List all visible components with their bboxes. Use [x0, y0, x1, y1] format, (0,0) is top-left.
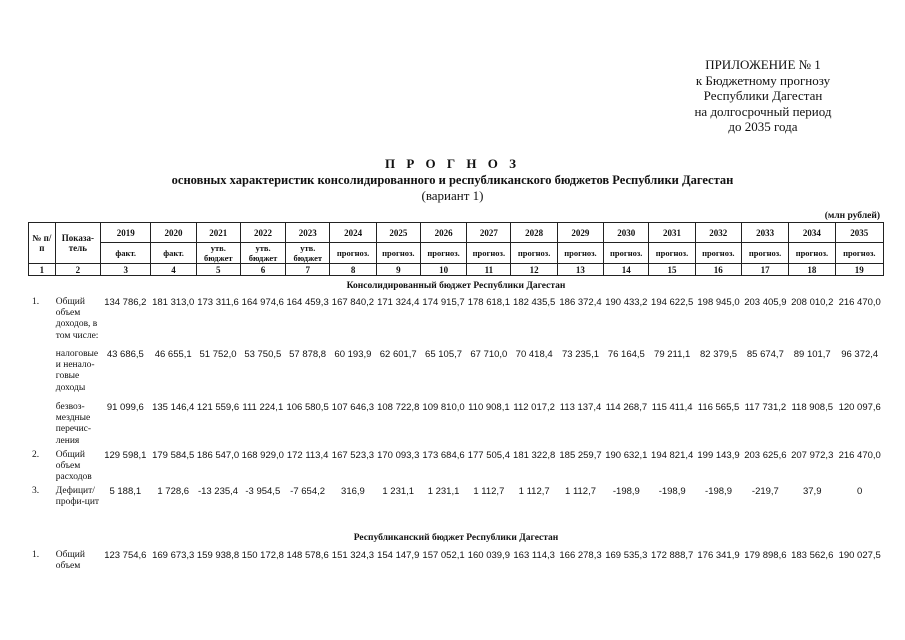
value-cell: 190 027,5 [838, 550, 881, 561]
column-number: 14 [604, 264, 649, 276]
header-year: 2032 [695, 223, 741, 243]
value-cell: 1 231,1 [382, 486, 415, 497]
header-kind: прогноз. [557, 243, 603, 264]
value-cell: 169 673,3 [152, 550, 195, 561]
value-cell: 186 372,4 [559, 297, 602, 308]
header-kind: прогноз. [695, 243, 741, 264]
header-year: 2021 [196, 223, 240, 243]
value-cell: 167 840,2 [331, 297, 375, 308]
header-year: 2027 [467, 223, 511, 243]
section-title: Республиканский бюджет Республики Дагестан [353, 533, 559, 543]
table-row [28, 402, 884, 447]
column-number: 16 [695, 264, 741, 276]
header-year: 2031 [649, 223, 695, 243]
value-cell: 134 786,2 [104, 297, 147, 308]
value-cell: 1 728,6 [157, 486, 190, 497]
value-cell: 194 622,5 [651, 297, 694, 308]
value-cell: 5 188,1 [109, 486, 142, 497]
value-cell: 199 143,9 [697, 450, 740, 461]
value-cell: 148 578,6 [286, 550, 329, 561]
header-year: 2023 [286, 223, 330, 243]
value-cell: 89 101,7 [793, 349, 831, 360]
value-cell: 168 929,0 [241, 450, 284, 461]
value-cell: -198,9 [705, 486, 732, 497]
row-number [28, 349, 55, 394]
value-cell: 203 405,9 [744, 297, 787, 308]
value-cell: 117 731,2 [744, 402, 787, 413]
row-label: Дефицит/ профи-цит [55, 486, 100, 508]
value-cell: 79 211,1 [654, 349, 691, 360]
value-cell: 181 313,0 [152, 297, 195, 308]
table-row [28, 486, 884, 508]
appendix-line: до 2035 года [728, 119, 798, 134]
value-cell: 178 618,1 [467, 297, 510, 308]
value-cell: 111 224,1 [242, 402, 284, 413]
value-cell: -198,9 [612, 486, 640, 497]
value-cell: 173 311,6 [197, 297, 239, 308]
column-number: 9 [376, 264, 420, 276]
row-label: Общий объем [55, 550, 85, 572]
header-kind: прогноз. [420, 243, 466, 264]
column-number: 7 [286, 264, 330, 276]
title-subtitle: основных характеристик консолидированного и республиканского бюджетов Республики Дагестан [171, 173, 734, 187]
header-year: 2024 [330, 223, 376, 243]
value-cell: 216 470,0 [838, 297, 881, 308]
header-year: 2020 [151, 223, 196, 243]
header-kind: прогноз. [789, 243, 835, 264]
column-number: 5 [196, 264, 240, 276]
value-cell: 70 418,4 [515, 349, 553, 360]
value-cell: 108 722,8 [377, 402, 420, 413]
header-no: № п/п [29, 223, 56, 264]
value-cell: 43 686,5 [106, 349, 144, 360]
value-cell: 67 710,0 [470, 349, 508, 360]
row-number: 1. [32, 297, 40, 307]
value-cell: 169 535,3 [605, 550, 648, 561]
header-kind: прогноз. [741, 243, 788, 264]
header-year: 2019 [101, 223, 151, 243]
column-number: 12 [511, 264, 557, 276]
column-number: 8 [330, 264, 376, 276]
title-variant: (вариант 1) [421, 188, 484, 203]
header-kind: прогноз. [835, 243, 883, 264]
value-cell: 37,9 [802, 486, 822, 497]
row-label: налоговые и ненало-говые доходы [55, 349, 99, 393]
value-cell: 164 974,6 [241, 297, 284, 308]
value-cell: -3 954,5 [245, 486, 281, 497]
header-kind: прогноз. [511, 243, 557, 264]
appendix-line: ПРИЛОЖЕНИЕ № 1 [705, 57, 821, 72]
column-number: 2 [55, 264, 100, 276]
value-cell: 118 908,5 [791, 402, 834, 413]
value-cell: 185 259,7 [559, 450, 602, 461]
value-cell: 114 268,7 [605, 402, 648, 413]
value-cell: 107 646,3 [331, 402, 375, 413]
value-cell: 0 [857, 486, 863, 497]
header-year: 2029 [557, 223, 603, 243]
column-number: 15 [649, 264, 695, 276]
header-kind: факт. [151, 243, 196, 264]
value-cell: 110 908,1 [468, 402, 510, 413]
value-cell: 123 754,6 [104, 550, 147, 561]
value-cell: 115 411,4 [651, 402, 693, 413]
value-cell: 160 039,9 [467, 550, 510, 561]
value-cell: 62 601,7 [379, 349, 417, 360]
row-label: Общий объем расходов [55, 450, 92, 483]
row-number: 1. [32, 550, 40, 560]
value-cell: -219,7 [751, 486, 779, 497]
value-cell: 170 093,3 [377, 450, 420, 461]
header-year: 2026 [420, 223, 466, 243]
header-kind: утв. бюджет [196, 243, 240, 264]
section-title: Консолидированный бюджет Республики Дагестан [346, 281, 566, 291]
value-cell: -7 654,2 [290, 486, 326, 497]
value-cell: 173 684,6 [422, 450, 465, 461]
value-cell: 157 052,1 [422, 550, 465, 561]
value-cell: 179 584,5 [152, 450, 195, 461]
value-cell: 150 172,8 [241, 550, 284, 561]
appendix-line: Республики Дагестан [703, 88, 823, 103]
header-year: 2030 [604, 223, 649, 243]
value-cell: 82 379,5 [700, 349, 737, 360]
header-kind: утв. бюджет [240, 243, 285, 264]
value-cell: 154 147,9 [377, 550, 420, 561]
column-number: 11 [467, 264, 511, 276]
value-cell: 109 810,0 [422, 402, 465, 413]
value-cell: 163 114,3 [513, 550, 555, 561]
value-cell: 179 898,6 [744, 550, 787, 561]
value-cell: -13 235,4 [197, 486, 239, 497]
value-cell: 120 097,6 [838, 402, 881, 413]
value-cell: 190 632,1 [605, 450, 648, 461]
value-cell: 186 547,0 [196, 450, 240, 461]
header-kind: факт. [101, 243, 151, 264]
value-cell: 177 505,4 [467, 450, 510, 461]
title-main: П Р О Г Н О З [384, 156, 521, 171]
value-cell: 151 324,3 [331, 550, 375, 561]
value-cell: 164 459,3 [286, 297, 329, 308]
value-cell: 182 435,5 [513, 297, 556, 308]
value-cell: 65 105,7 [425, 349, 463, 360]
value-cell: 172 113,4 [286, 450, 329, 461]
header-table [28, 222, 884, 276]
value-cell: 46 655,1 [154, 349, 192, 360]
header-year: 2033 [741, 223, 788, 243]
column-number: 13 [557, 264, 603, 276]
column-number: 18 [789, 264, 835, 276]
table-row [28, 349, 884, 394]
value-cell: 174 915,7 [422, 297, 465, 308]
value-cell: 190 433,2 [605, 297, 648, 308]
value-cell: 208 010,2 [791, 297, 834, 308]
appendix-block [673, 57, 853, 135]
document-title [0, 156, 905, 204]
value-cell: 60 193,9 [334, 349, 372, 360]
value-cell: 57 878,8 [289, 349, 327, 360]
header-kind: прогноз. [376, 243, 420, 264]
appendix-line: к Бюджетному прогнозу [695, 72, 831, 88]
value-cell: 316,9 [341, 486, 365, 497]
value-cell: 116 565,5 [697, 402, 740, 413]
header-kind: прогноз. [604, 243, 649, 264]
value-cell: 96 372,4 [841, 349, 879, 360]
value-cell: 207 972,3 [791, 450, 834, 461]
value-cell: -198,9 [658, 486, 686, 497]
value-cell: 91 099,6 [106, 402, 144, 413]
header-year: 2022 [240, 223, 285, 243]
column-number: 17 [741, 264, 788, 276]
appendix-line: на долгосрочный период [694, 103, 832, 119]
value-cell: 85 674,7 [746, 349, 784, 360]
value-cell: 135 146,4 [152, 402, 195, 413]
row-number: 2. [32, 450, 40, 460]
value-cell: 171 324,4 [377, 297, 420, 308]
header-indicator: Показа-тель [55, 223, 100, 264]
value-cell: 129 598,1 [104, 450, 147, 461]
unit-label: (млн рублей) [824, 211, 880, 221]
column-number: 4 [151, 264, 196, 276]
column-number: 3 [101, 264, 151, 276]
value-cell: 1 231,1 [427, 486, 460, 497]
column-number: 6 [240, 264, 285, 276]
value-cell: 167 523,3 [331, 450, 375, 461]
value-cell: 51 752,0 [199, 349, 237, 360]
value-cell: 1 112,7 [473, 486, 505, 497]
value-cell: 159 938,8 [196, 550, 240, 561]
value-cell: 198 945,0 [697, 297, 740, 308]
column-number: 19 [835, 264, 883, 276]
row-number: 3. [32, 486, 40, 496]
header-kind: прогноз. [649, 243, 695, 264]
value-cell: 73 235,1 [562, 349, 599, 360]
value-cell: 194 821,4 [651, 450, 694, 461]
value-cell: 166 278,3 [559, 550, 602, 561]
table-row [28, 297, 884, 342]
value-cell: 203 625,6 [744, 450, 787, 461]
value-cell: 113 137,4 [559, 402, 602, 413]
row-label: Общий объем доходов, в том числе: [55, 297, 99, 341]
value-cell: 1 112,7 [518, 486, 550, 497]
value-cell: 106 580,5 [286, 402, 329, 413]
value-cell: 176 341,9 [697, 550, 740, 561]
value-cell: 1 112,7 [565, 486, 597, 497]
row-label: безвоз-мездные перечис-ления [55, 402, 92, 446]
value-cell: 216 470,0 [838, 450, 881, 461]
header-kind: утв. бюджет [286, 243, 330, 264]
value-cell: 181 322,8 [513, 450, 556, 461]
value-cell: 112 017,2 [513, 402, 555, 413]
header-year: 2034 [789, 223, 835, 243]
value-cell: 183 562,6 [791, 550, 834, 561]
header-kind: прогноз. [330, 243, 376, 264]
column-number: 10 [420, 264, 466, 276]
header-kind: прогноз. [467, 243, 511, 264]
value-cell: 53 750,5 [244, 349, 282, 360]
value-cell: 121 559,6 [196, 402, 240, 413]
header-year: 2025 [376, 223, 420, 243]
row-number [28, 402, 55, 447]
header-year: 2035 [835, 223, 883, 243]
column-number: 1 [29, 264, 56, 276]
value-cell: 172 888,7 [651, 550, 694, 561]
header-year: 2028 [511, 223, 557, 243]
value-cell: 76 164,5 [607, 349, 645, 360]
table-row [28, 550, 884, 572]
table-row [28, 450, 884, 484]
